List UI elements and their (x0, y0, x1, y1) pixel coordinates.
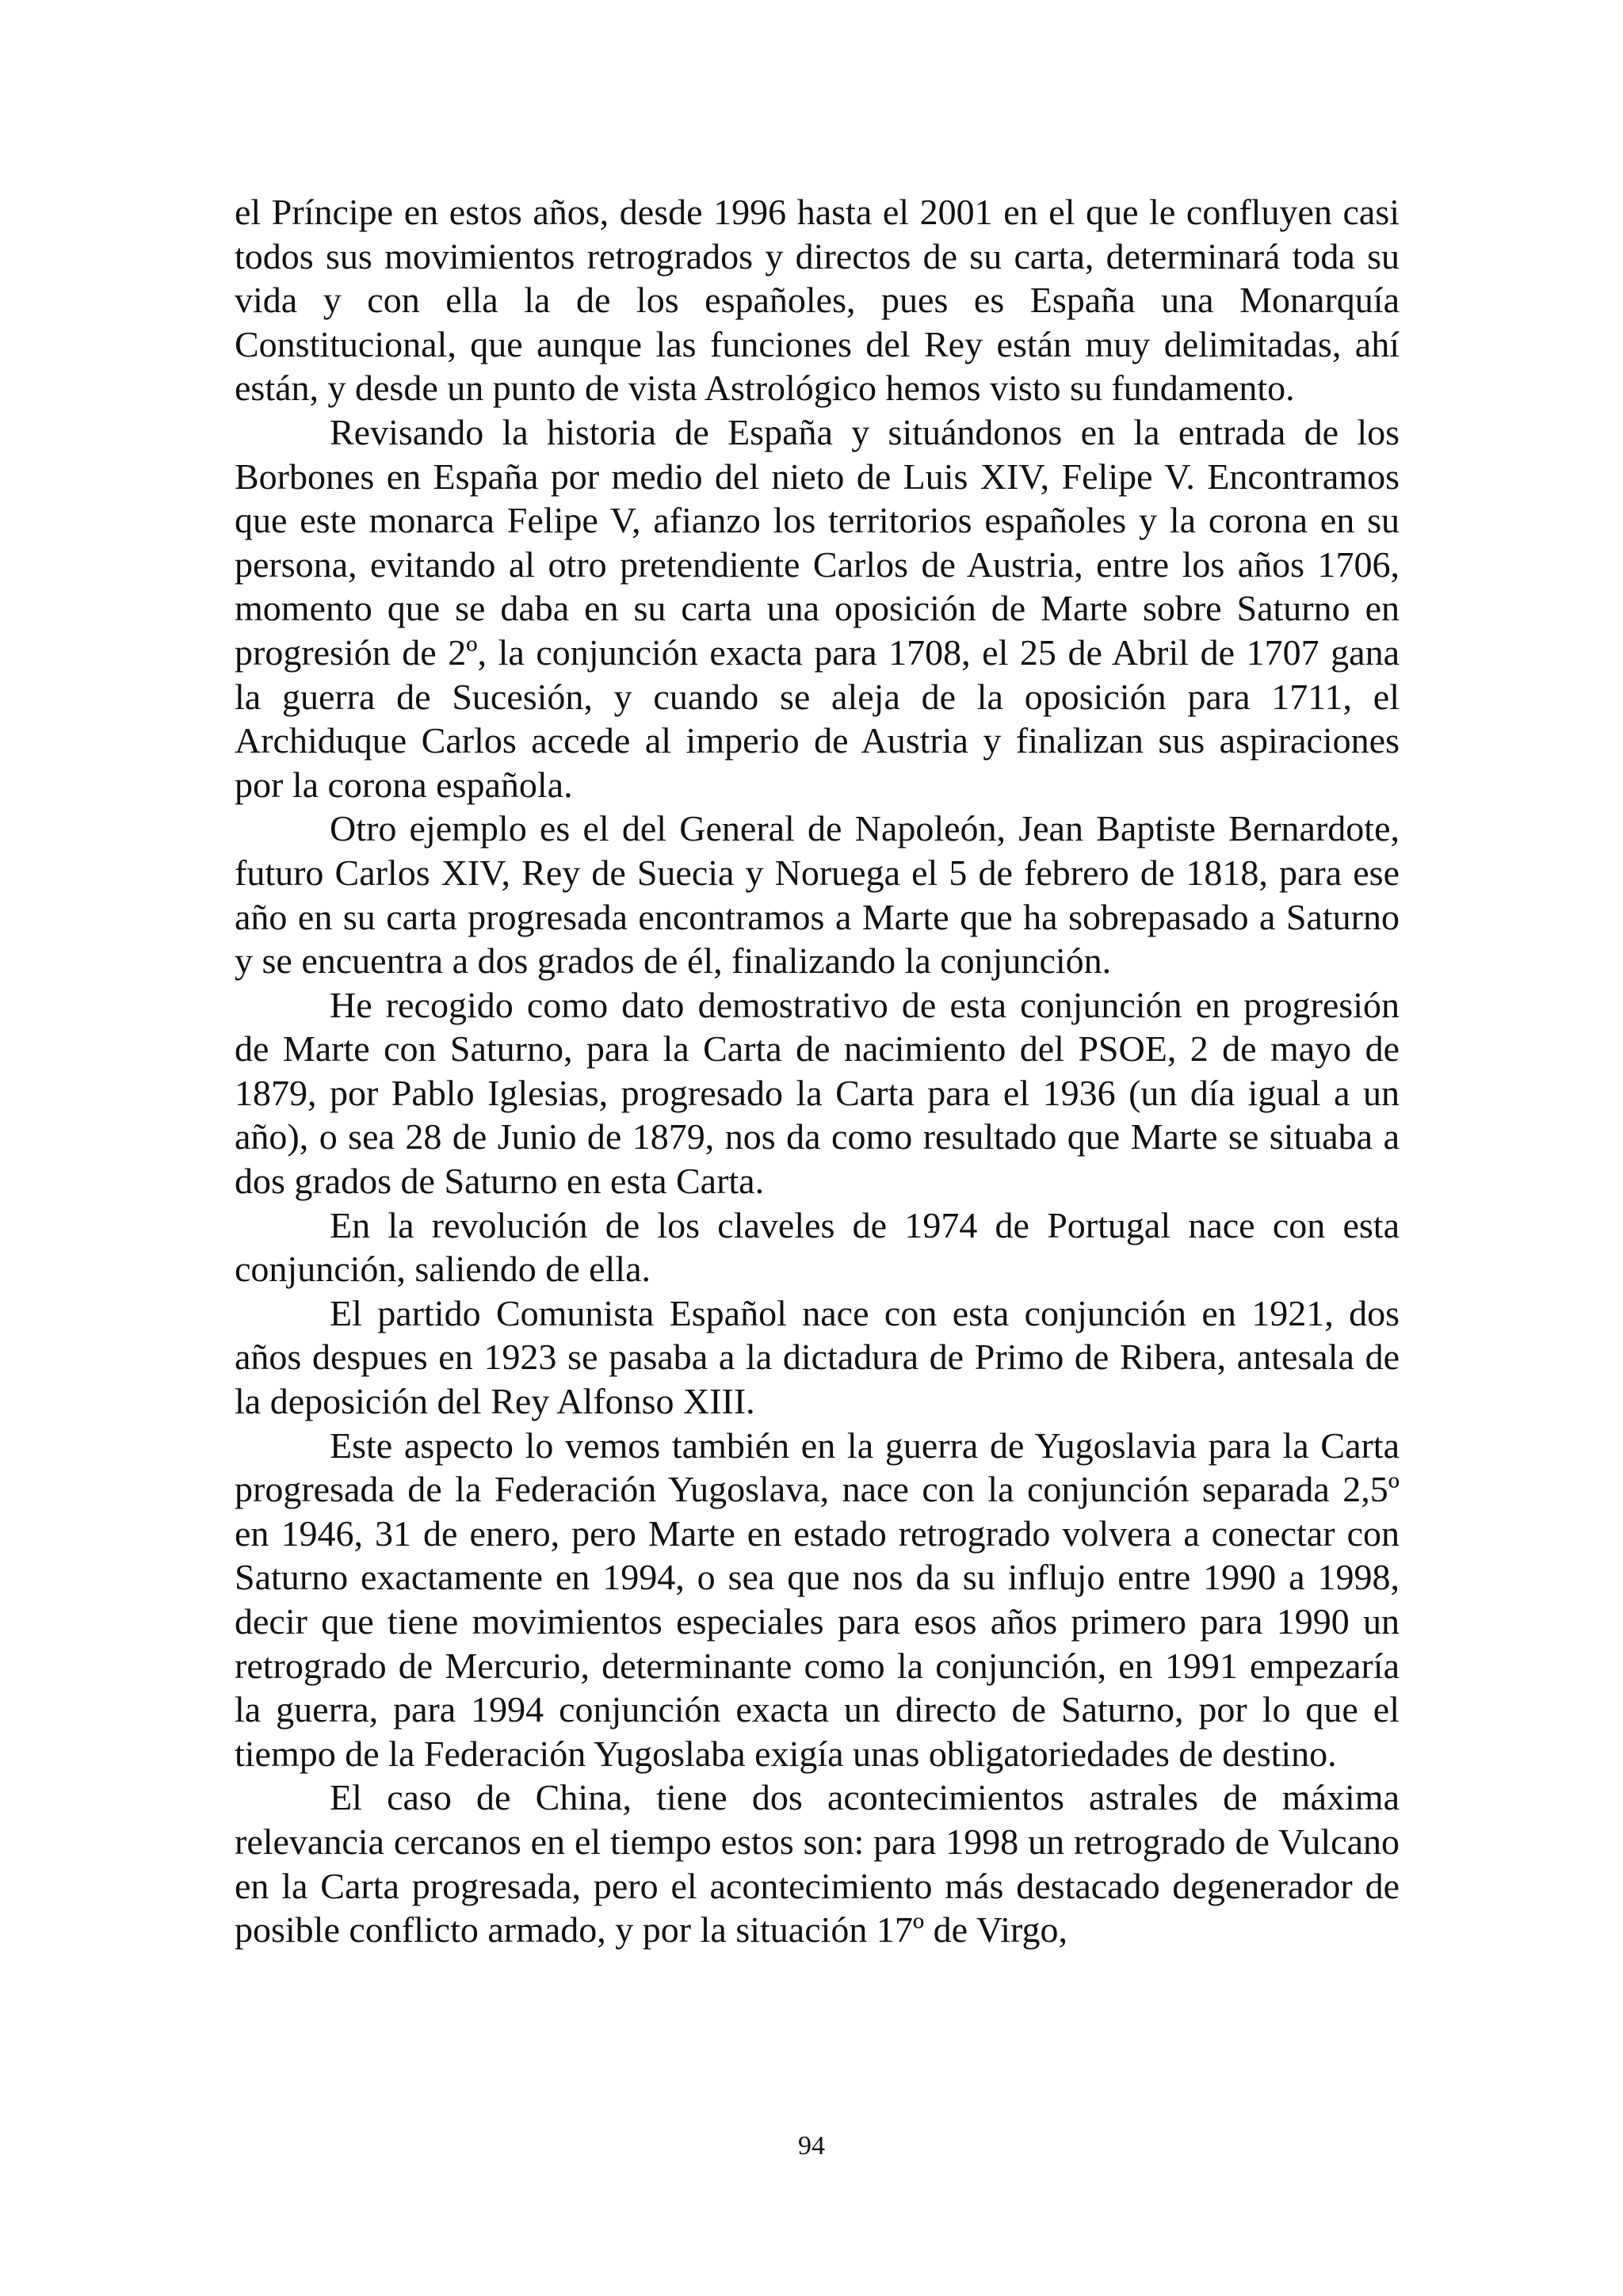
paragraph-4: He recogido como dato demostrativo de esta conjunción en progresión de Marte con Saturno, para la Carta de nacimiento del PSOE, 2 de mayo de 1879, por Pablo Iglesias, progresado la Carta para el 1936 (un día igual a un año), o sea 28 de Junio de 1879, nos da como resultado que Marte se situaba a dos grados de Saturno en esta Carta. (235, 984, 1400, 1202)
paragraph-3: Otro ejemplo es el del General de Napoleón, Jean Baptiste Bernardote, futuro Carlos XIV, Rey de Suecia y Noruega el 5 de febrero de 1818, para ese año en su carta progresada encontramos a Marte que ha sobrepasado a Saturno y se encuentra a dos grados de él, finalizando la conjunción. (235, 808, 1400, 982)
body-text (235, 190, 1400, 1952)
page-number: 94 (798, 2131, 825, 2161)
paragraph-8: El caso de China, tiene dos acontecimientos astrales de máxima relevancia cercanos en el tiempo estos son: para 1998 un retrogrado de Vulcano en la Carta progresada, pero el acontecimiento más destacado degenerador de posible conflicto armado, y por la situación 17º de Virgo, (235, 1777, 1400, 1951)
paragraph-1: el Príncipe en estos años, desde 1996 hasta el 2001 en el que le confluyen casi todos sus movimientos retrogrados y directos de su carta, determinará toda su vida y con ella la de los españoles, pues es España una Monarquía Constitucional, que aunque las funciones del Rey están muy delimitadas, ahí están, y desde un punto de vista Astrológico hemos visto su fundamento. (235, 192, 1400, 409)
paragraph-6: El partido Comunista Español nace con esta conjunción en 1921, dos años despues en 1923 se pasaba a la dictadura de Primo de Ribera, antesala de la deposición del Rey Alfonso XIII. (235, 1292, 1400, 1422)
paragraph-2: Revisando la historia de España y situándonos en la entrada de los Borbones en España por medio del nieto de Luis XIV, Felipe V. Encontramos que este monarca Felipe V, afianzo los territorios españoles y la corona en su persona, evitando al otro pretendiente Carlos de Austria, entre los años 1706, momento que se daba en su carta una oposición de Marte sobre Saturno en progresión de 2º, la conjunción exacta para 1708, el 25 de Abril de 1707 gana la guerra de Sucesión, y cuando se aleja de la oposición para 1711, el Archiduque Carlos accede al imperio de Austria y finalizan sus aspiraciones por la corona española. (235, 411, 1400, 805)
paragraph-5: En la revolución de los claveles de 1974 de Portugal nace con esta conjunción, saliendo de ella. (235, 1204, 1400, 1290)
paragraph-7: Este aspecto lo vemos también en la guerra de Yugoslavia para la Carta progresada de la Federación Yugoslava, nace con la conjunción separada 2,5º en 1946, 31 de enero, pero Marte en estado retrogrado volvera a conectar con Saturno exactamente en 1994, o sea que nos da su influjo entre 1990 a 1998, decir que tiene movimientos especiales para esos años primero para 1990 un retrogrado de Mercurio, determinante como la conjunción, en 1991 empezaría la guerra, para 1994 conjunción exacta un directo de Saturno, por lo que el tiempo de la Federación Yugoslaba exigía unas obligatoriedades de destino. (235, 1425, 1400, 1774)
